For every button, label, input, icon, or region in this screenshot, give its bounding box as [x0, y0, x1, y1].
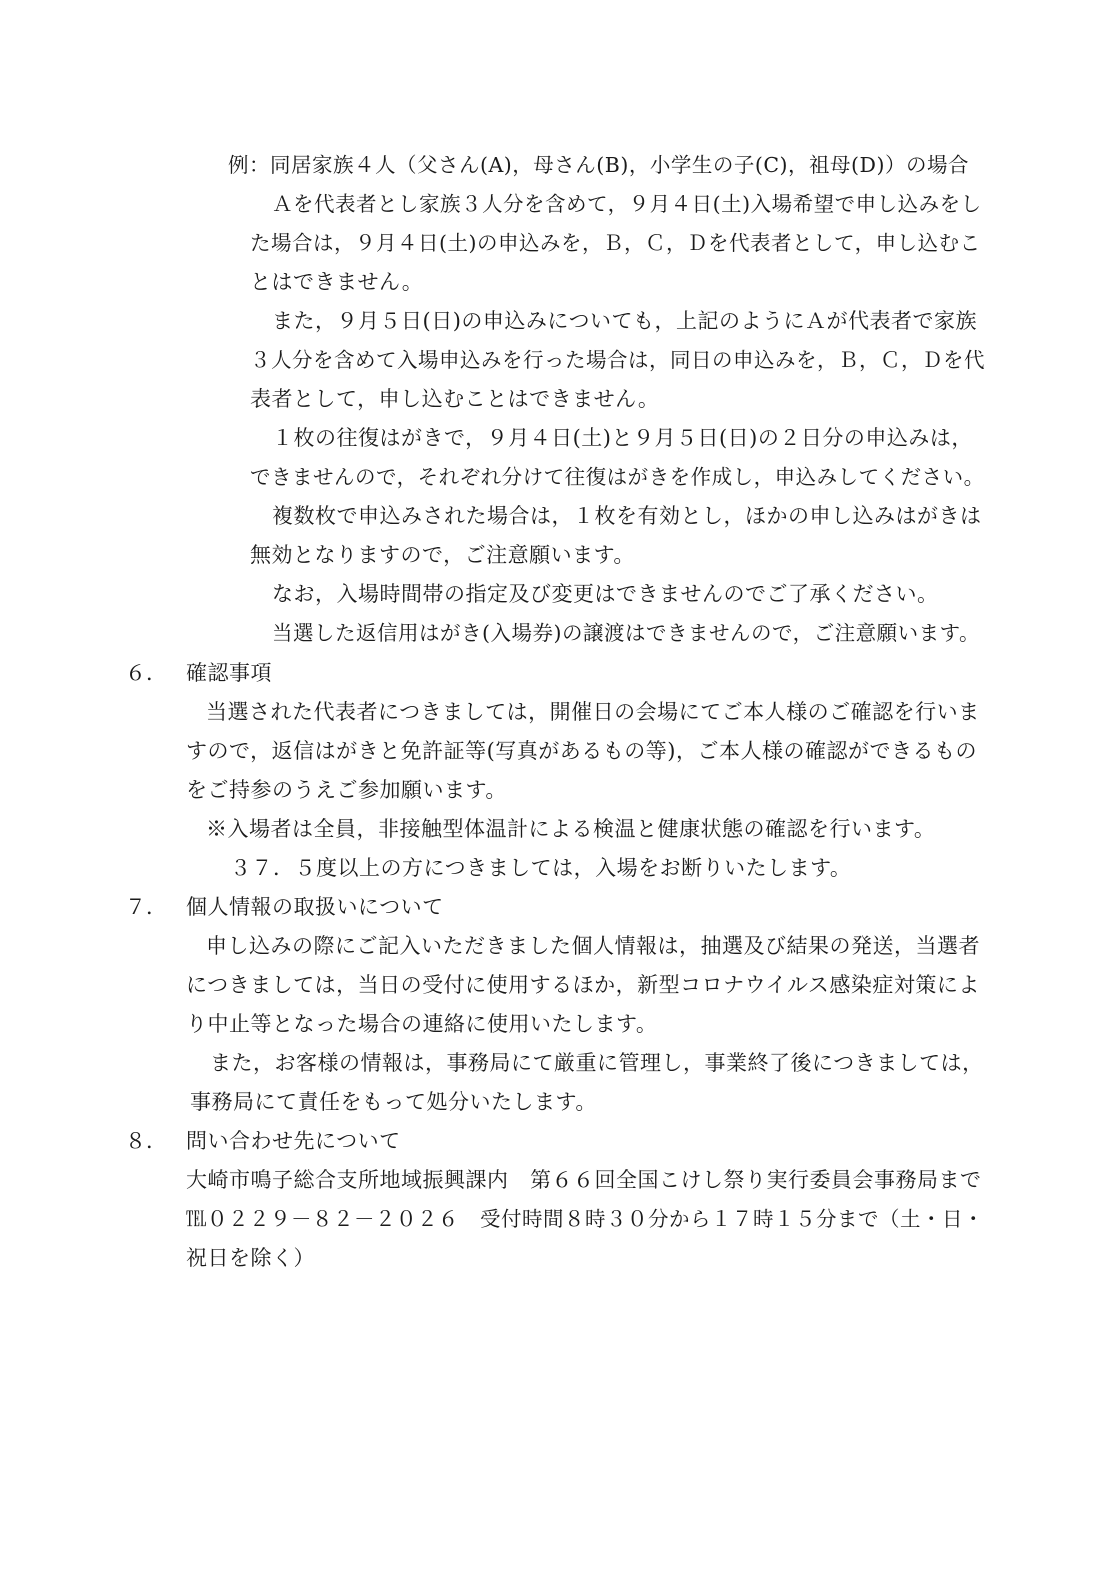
section-line: 当選された代表者につきましては，開催日の会場にてご本人様のご確認を行いま	[206, 700, 980, 724]
note-line: ３７．５度以上の方につきましては，入場をお断りいたします。	[230, 856, 852, 880]
example-line: 例：同居家族４人（父さん(A)，母さん(B)，小学生の子(C)，祖母(D)）の場合	[228, 153, 969, 177]
example-line: 複数枚で申込みされた場合は，１枚を有効とし，ほかの申し込みはがきは	[272, 504, 982, 528]
contact-line: 祝日を除く）	[186, 1246, 315, 1270]
example-line: た場合は，９月４日(土)の申込みを，Ｂ，Ｃ，Ｄを代表者として，申し込むこ	[250, 231, 981, 255]
contact-line: 大崎市鳴子総合支所地域振興課内 第６６回全国こけし祭り実行委員会事務局まで	[186, 1168, 982, 1192]
example-line: できませんので，それぞれ分けて往復はがきを作成し，申込みしてください。	[250, 465, 985, 489]
example-line: 当選した返信用はがき(入場券)の譲渡はできませんので，ご注意願います。	[272, 621, 980, 645]
section-title: 個人情報の取扱いについて	[186, 895, 444, 919]
section-number: ８．	[125, 1129, 167, 1153]
section-line: すので，返信はがきと免許証等(写真があるもの等)，ご本人様の確認ができるもの	[186, 739, 977, 763]
section-line: をご持参のうえご参加願います。	[186, 778, 507, 802]
example-line: 無効となりますので，ご注意願います。	[250, 543, 635, 567]
section-title: 問い合わせ先について	[186, 1129, 401, 1153]
section-line: 事務局にて責任をもって処分いたします。	[190, 1090, 597, 1114]
contact-phone-line: ℡０２２９－８２－２０２６ 受付時間８時３０分から１７時１５分まで（土・日・	[186, 1207, 984, 1231]
example-line: ３人分を含めて入場申込みを行った場合は，同日の申込みを，Ｂ，Ｃ，Ｄを代	[250, 348, 985, 372]
section-line: につきましては，当日の受付に使用するほか，新型コロナウイルス感染症対策によ	[186, 973, 980, 997]
example-line: Ａを代表者とし家族３人分を含めて，９月４日(土)入場希望で申し込みをし	[272, 192, 982, 216]
example-line: また，９月５日(日)の申込みについても，上記のようにＡが代表者で家族	[272, 309, 977, 333]
section-line: り中止等となった場合の連絡に使用いたします。	[186, 1012, 658, 1036]
section-line: また，お客様の情報は，事務局にて厳重に管理し，事業終了後につきましては，	[210, 1051, 984, 1075]
example-line: 表者として，申し込むことはできません。	[250, 387, 660, 411]
section-number: ７．	[125, 895, 167, 919]
note-line: ※入場者は全員，非接触型体温計による検温と健康状態の確認を行います。	[206, 817, 936, 841]
section-number: ６．	[125, 661, 167, 685]
section-line: 申し込みの際にご記入いただきました個人情報は，抽選及び結果の発送，当選者	[206, 934, 980, 958]
section-title: 確認事項	[186, 661, 272, 685]
example-line: １枚の往復はがきで，９月４日(土)と９月５日(日)の２日分の申込みは，	[272, 426, 973, 450]
example-line: とはできません。	[250, 270, 424, 294]
example-line: なお，入場時間帯の指定及び変更はできませんのでご了承ください。	[272, 582, 939, 606]
